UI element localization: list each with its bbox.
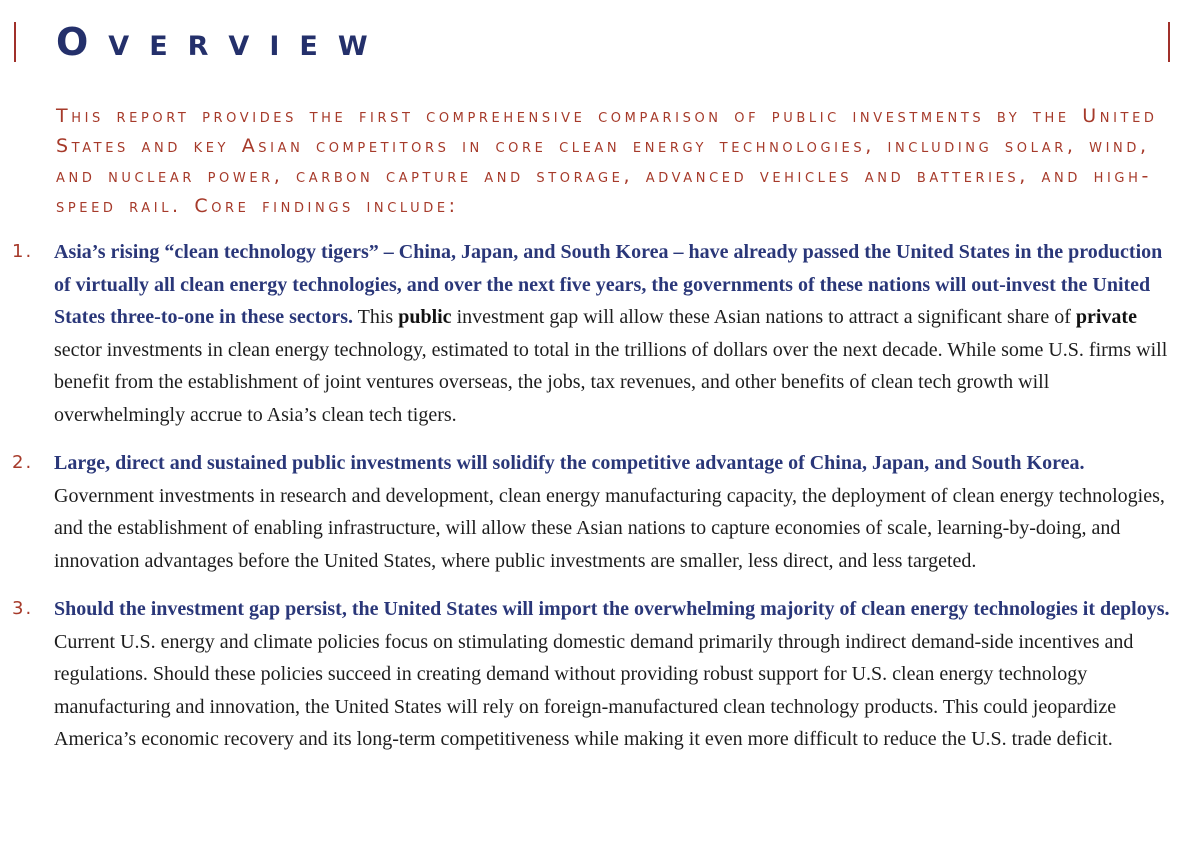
finding-3 xyxy=(0,593,1200,756)
finding-1-text-b: investment gap will allow these Asian nations to attract a significant share of xyxy=(456,306,1071,328)
finding-1-bold-private: private xyxy=(1075,306,1137,328)
finding-1-number: 1. xyxy=(12,241,34,262)
finding-3-number: 3. xyxy=(12,598,34,619)
finding-2-number: 2. xyxy=(12,452,34,473)
finding-1-lead: Asia’s rising “clean technology tigers” – China, Japan, and South Korea – have already passed the United States in the production of virtually all clean energy technologies, and over the next five years, the governments of these nations will out-invest the United States three-to-one in these sectors. xyxy=(54,241,1163,328)
finding-1-text-c: sector investments in clean energy technology, estimated to total in the trillions of dollars over the next decade. While some U.S. firms will benefit from the establishment of joint ventures overseas, the jobs, tax revenues, and other benefits of clean tech growth will overwhelmingly accrue to Asia’s clean tech tigers. xyxy=(54,338,1168,426)
finding-2-text: Government investments in research and development, clean energy manufacturing capacity, the deployment of clean energy technologies, and the establishment of enabling infrastructure, will allow these Asian nations to capture economies of scale, learning-by-doing, and innovation advantages before the United States, where public investments are smaller, less direct, and less targeted. xyxy=(54,484,1165,572)
finding-1-text-a: This xyxy=(357,306,394,328)
finding-3-text: Current U.S. energy and climate policies focus on stimulating domestic demand primarily through indirect demand-side incentives and regulations. Should these policies succeed in creating demand without providing robust support for U.S. clean energy technology manufacturing and innovation, the United States will rely on foreign-manufactured clean technology products. This could jeopardize America’s economic recovery and its long-term competitiveness while making it even more difficult to reduce the U.S. trade deficit. xyxy=(54,630,1134,750)
finding-3-lead: Should the investment gap persist, the United States will import the overwhelming majority of clean energy technologies it deploys. xyxy=(54,598,1170,620)
right-header-rule xyxy=(1168,22,1170,62)
finding-2 xyxy=(0,447,1200,577)
findings-list xyxy=(0,236,1200,756)
left-header-rule xyxy=(14,22,16,62)
finding-2-lead: Large, direct and sustained public investments will solidify the competitive advantage of China, Japan, and South Korea. xyxy=(54,452,1085,474)
finding-1-bold-public: public xyxy=(398,306,452,328)
finding-1 xyxy=(0,236,1200,431)
intro-paragraph: This report provides the first comprehensive comparison of public investments by the United States and key Asian competitors in core clean energy technologies, including solar, wind, and nuclear power, carbon capture and storage, advanced vehicles and batteries, and high-speed rail. Core findings include: xyxy=(56,105,1158,217)
page-title: Overview xyxy=(56,20,388,64)
